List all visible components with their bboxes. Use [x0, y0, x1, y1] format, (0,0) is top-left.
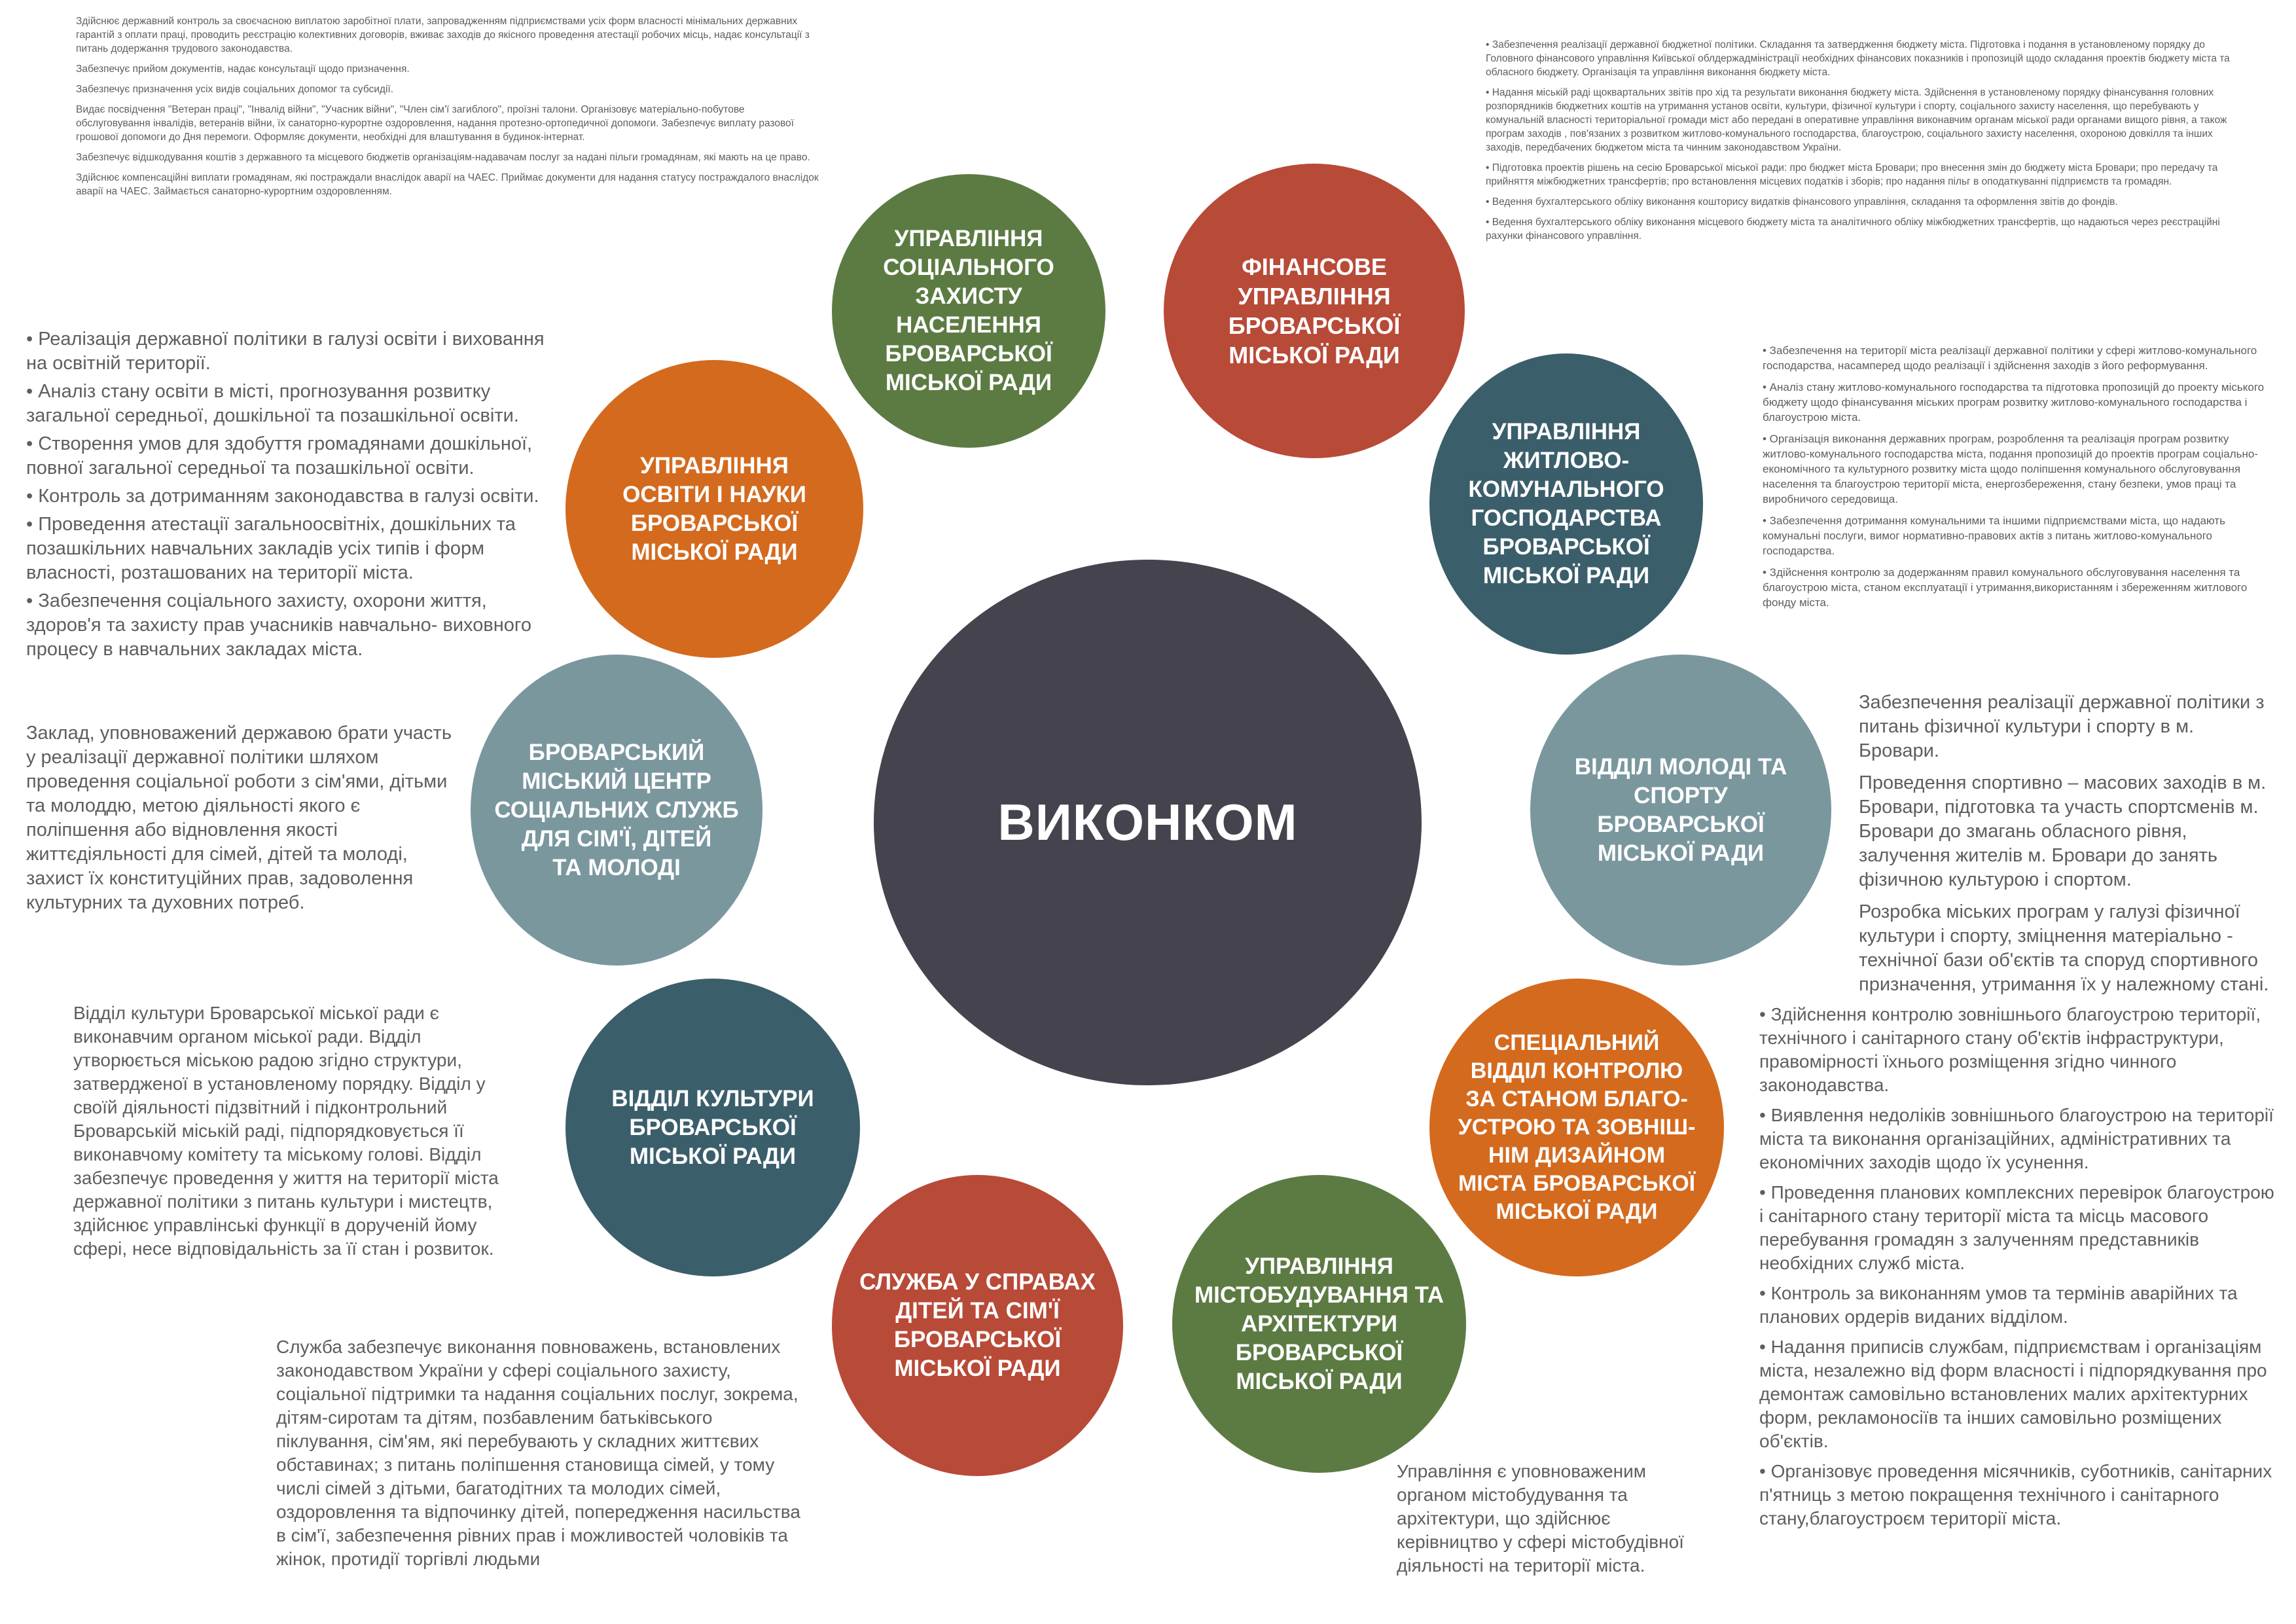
desc-social-services-center — [26, 721, 452, 927]
dept-title-youth-sport: ВІДДІЛ МОЛОДІ ТА СПОРТУ БРОВАРСЬКОЇ МІСЬКОЇ РАДИ — [1574, 753, 1787, 866]
desc-paragraph: Видає посвідчення "Ветеран праці", "Інвалід війни", "Учасник війни", "Член сім'ї загиблого", проїзні талони. Організовує матеріально-побутове обслуговування інвалідів, ветеранів війни, їх санаторно-курортне оздоровлення, надання протезно-ортопедичної допомоги. Забезпечує виплату разової грошової допомоги до Дня перемоги. Оформляє документи, необхідні для влаштування в будинок-інтернат. — [76, 104, 794, 143]
desc-bullet: • Забезпечення на території міста реалізації державної політики у сфері житлово-комунального господарства, насамперед щодо реалізації і здійснення заходів з його реформування. — [1763, 344, 2257, 372]
desc-bullet: • Ведення бухгалтерського обліку виконання місцевого бюджету міста та аналітичного обліку міжбюджетних трансфертів, що надаються через реєстраційні рахунки фінансового управління. — [1486, 217, 2220, 242]
desc-education — [26, 327, 550, 666]
dept-circle-culture — [565, 979, 860, 1276]
desc-paragraph: Відділ культури Броварської міської ради є виконавчим органом міської ради. Відділ утворюється міською радою згідно структури, затвердженої в установленому порядку. Відділ у своїй діяльності підзвітний і підконтрольний Броварській міській раді, підпорядковується її виконавчому комітету та міському голові. Відділ забезпечує проведення у життя на території міста державної політики з питань культури і мистецтв, здійснює управлінські функції в дорученій йому сфері, несе відповідальність за її стан і розвиток. — [73, 1003, 499, 1259]
dept-circle-education — [565, 360, 863, 658]
desc-bullet: • Аналіз стану освіти в місті, прогнозування розвитку загальної середньої, дошкільної та позашкільної освіти. — [26, 381, 519, 426]
desc-bullet: • Здійснення контролю за додержанням правил комунального обслуговування населення та благоустрою міста, станом експлуатації і утримання,використанням і збереженням житлового фонду міста. — [1763, 566, 2248, 609]
desc-paragraph: Забезпечує прийом документів, надає консультації щодо призначення. — [76, 63, 410, 75]
desc-bullet: • Реалізація державної політики в галузі освіти і виховання на освітній території. — [26, 329, 545, 374]
desc-control — [1759, 1003, 2276, 1537]
desc-bullet: • Виявлення недоліків зовнішнього благоустрою на території міста та виконання організаційних, адміністративних та економічних заходів щодо їх усунення. — [1759, 1105, 2274, 1172]
dept-title-control: СПЕЦІАЛЬНИЙ ВІДДІЛ КОНТРОЛЮ ЗА СТАНОМ БЛАГО- УСТРОЮ ТА ЗОВНІШ- НІМ ДИЗАЙНОМ МІСТА БРОВАРСЬКОЇ МІСЬКОЇ РАДИ — [1458, 1030, 1696, 1224]
desc-housing — [1763, 343, 2267, 617]
desc-paragraph: Заклад, уповноважений державою брати участь у реалізації державної політики шляхом проведення соціальної роботи з сім'ями, дітьми та молоддю, метою діяльності якого є поліпшення або відновлення якості життєдіяльності для сімей, дітей та молоді, захист їх конституційних прав, задоволення культурних та духовних потреб. — [26, 723, 452, 913]
desc-paragraph: Управління є уповноваженим органом містобудування та архітектури, що здійснює керівництво у сфері містобудівної діяльності на території міста. — [1397, 1461, 1684, 1576]
desc-bullet: • Проведення атестації загальноосвітніх, дошкільних та позашкільних навчальних закладів усіх типів і форм власності, розташованих на території міста. — [26, 514, 516, 583]
desc-bullet: • Надання міській раді щоквартальних звітів про хід та результати виконання бюджету міста. Здійснення в установленому порядку фінансування головних розпорядників бюджетних коштів на утримання установ освіти, культури, фізичної культури і спорту, соціального захисту населення, що перебувають у комунальній власності територіальної громади міст або передані в оперативне управління виконавчим органам міської ради органами вищого рівня, а також програм заходів , пов'язаних з розвитком житлово-комунального господарства, благоустрою, соціального захисту населення, охороною довкілля та інших заходів, передбачених бюджетом міста та чинним законодавством України. — [1486, 87, 2227, 153]
desc-bullet: • Підготовка проектів рішень на сесію Броварської міської ради: про бюджет міста Бровари; про внесення змін до бюджету міста Бровари; про передачу та прийняття міжбюджетних трансфертів; про встановлення місцевих податків і зборів; про надання пільг в оподаткуванні підприємств та громадян. — [1486, 162, 2218, 187]
desc-bullet: • Контроль за дотриманням законодавства в галузі освіти. — [26, 486, 539, 507]
dept-title-children-family: СЛУЖБА У СПРАВАХ ДІТЕЙ ТА СІМ'Ї БРОВАРСЬКОЇ МІСЬКОЇ РАДИ — [859, 1269, 1096, 1381]
dept-title-finance: ФІНАНСОВЕ УПРАВЛІННЯ БРОВАРСЬКОЇ МІСЬКОЇ РАДИ — [1228, 253, 1401, 369]
dept-circle-control — [1429, 979, 1724, 1276]
dept-title-housing: УПРАВЛІННЯ ЖИТЛОВО- КОМУНАЛЬНОГО ГОСПОДАРСТВА БРОВАРСЬКОЇ МІСЬКОЇ РАДИ — [1468, 419, 1664, 588]
desc-youth-sport — [1859, 691, 2278, 1009]
dept-circle-children-family — [832, 1175, 1123, 1476]
desc-paragraph: Проведення спортивно – масових заходів в м. Бровари, підготовка та участь спортсменів м. Бровари до змагань обласного рівня, залучення жителів м. Бровари до занять фізичною культурою і спортом. — [1859, 772, 2267, 890]
dept-title-social-protection: УПРАВЛІННЯ СОЦІАЛЬНОГО ЗАХИСТУ НАСЕЛЕННЯ БРОВАРСЬКОЇ МІСЬКОЇ РАДИ — [883, 226, 1054, 395]
dept-circle-urban-planning — [1172, 1175, 1466, 1473]
center-title: ВИКОНКОМ — [997, 793, 1298, 851]
desc-bullet: • Контроль за виконанням умов та термінів аварійних та планових ордерів виданих відділом. — [1759, 1283, 2238, 1327]
desc-paragraph: Служба забезпечує виконання повноважень, встановлених законодавством України у сфері соціального захисту, соціальної підтримки та надання соціальних послуг, зокрема, дітям-сиротам та дітям, позбавленим батьківського піклування, сім'ям, які перебувають у складних життєвих обставинах; з питань поліпшення становища сімей, у тому числі сімей з дітьми, багатодітних та молодих сімей, оздоровлення та відпочинку дітей, попередження насильства в сім'ї, забезпечення рівних прав і можливостей чоловіків та жінок, протидії торгівлі людьми — [276, 1337, 800, 1569]
desc-paragraph: Забезпечення реалізації державної політики з питань фізичної культури і спорту в м. Бровари. — [1859, 692, 2265, 761]
desc-bullet: • Проведення планових комплексних перевірок благоустрою і санітарного стану території міста та місць масового перебування громадян з залученням представників необхідних служб міста. — [1759, 1182, 2274, 1273]
dept-circle-social-services-center — [471, 655, 762, 965]
dept-title-culture: ВІДДІЛ КУЛЬТУРИ БРОВАРСЬКОЇ МІСЬКОЇ РАДИ — [611, 1085, 814, 1169]
center-circle-vykonkom — [874, 560, 1422, 1085]
dept-circle-housing — [1429, 353, 1703, 655]
dept-circle-youth-sport — [1530, 655, 1831, 965]
desc-paragraph: Забезпечує відшкодування коштів з державного та місцевого бюджетів організаціям-надавачам послуг за надані пільги громадянам, які мають на це право. — [76, 152, 810, 163]
desc-paragraph: Забезпечує призначення усіх видів соціальних допомог та субсидії. — [76, 84, 394, 95]
desc-paragraph: Розробка міських програм у галузі фізичної культури і спорту, зміцнення матеріально - технічної бази об'єктів та споруд спортивного призначення, утримання їх у належному стані. — [1859, 901, 2269, 995]
desc-paragraph: Здійснює державний контроль за своєчасною виплатою заробітної плати, запровадженням підприємствами усіх форм власності мінімальних державних гарантій з оплати праці, проводить реєстрацію колективних договорів, вживає заходів до якісного проведення атестації робочих місць, надає консультації з питань додержання трудового законодавства. — [76, 16, 810, 54]
dept-circle-finance — [1164, 164, 1465, 458]
desc-social-protection — [76, 14, 819, 205]
desc-urban-planning — [1397, 1460, 1704, 1589]
desc-bullet: • Забезпечення реалізації державної бюджетної політики. Складання та затвердження бюджету міста. Підготовка і подання в установленому порядку до Головного фінансового управління Київської облдержадміністрації необхідних фінансових показників і пропозицій щодо складання проектів бюджету міста та обласного бюджету. Організація та управління виконання бюджету міста. — [1486, 39, 2230, 78]
desc-bullet: • Забезпечення соціального захисту, охорони життя, здоров'я та захисту прав учасників навчально- виховного процесу в навчальних закладах міста. — [26, 590, 531, 660]
desc-paragraph: Здійснює компенсаційні виплати громадянам, які постраждали внаслідок аварії на ЧАЕС. Приймає документи для надання статусу постраждалого внаслідок аварії на ЧАЕС. Займається санаторно-курортним оздоровленням. — [76, 172, 819, 197]
desc-bullet: • Здійснення контролю зовнішнього благоустрою території, технічного і санітарного стану об'єктів інфраструктури, правомірності їхнього розміщення згідно чинного законодавства. — [1759, 1004, 2261, 1095]
desc-bullet: • Надання приписів службам, підприємствам і організаціям міста, незалежно від форм власності і підпорядкування про демонтаж самовільно встановлених малих архітектурних форм, рекламоносіїв та інших самовільно розміщених об'єктів. — [1759, 1337, 2267, 1451]
dept-title-education: УПРАВЛІННЯ ОСВІТИ І НАУКИ БРОВАРСЬКОЇ МІСЬКОЇ РАДИ — [622, 452, 806, 565]
desc-bullet: • Аналіз стану житлово-комунального господарства та підготовка пропозицій до проекту міського бюджету щодо фінансування міських програм розвитку житлово-комунального господарства і благоустрою міста. — [1763, 381, 2265, 424]
desc-culture — [73, 1001, 525, 1272]
dept-title-urban-planning: УПРАВЛІННЯ МІСТОБУДУВАННЯ ТА АРХІТЕКТУРИ БРОВАРСЬКОЇ МІСЬКОЇ РАДИ — [1194, 1253, 1444, 1394]
desc-children-family — [276, 1335, 813, 1583]
desc-bullet: • Ведення бухгалтерського обліку виконання кошторису видатків фінансового управління, складання та оформлення звітів до фондів. — [1486, 196, 2118, 208]
desc-bullet: • Створення умов для здобуття громадянами дошкільної, повної загальної середньої та позашкільної освіти. — [26, 433, 533, 478]
dept-circle-social-protection — [832, 174, 1105, 448]
desc-bullet: • Організація виконання державних програм, розроблення та реалізація програм розвитку житлово-комунального господарства міста, подання пропозицій до проектів програм соціально-економічного та культурного розвитку міста щодо поліпшення комунального обслуговування населення та благоустрою території міста, енергозбереження, стану безпеки, умов праці та виробничого середовища. — [1763, 433, 2259, 505]
dept-title-social-services-center: БРОВАРСЬКИЙ МІСЬКИЙ ЦЕНТР СОЦІАЛЬНИХ СЛУЖБ ДЛЯ СІМ'Ї, ДІТЕЙ ТА МОЛОДІ — [494, 739, 739, 880]
desc-finance — [1486, 38, 2238, 249]
desc-bullet: • Організовує проведення місячників, суботників, санітарних п'ятниць з метою покращення технічного і санітарного стану,благоустроєм території міста. — [1759, 1461, 2272, 1528]
desc-bullet: • Забезпечення дотримання комунальними та іншими підприємствами міста, що надають комунальні послуги, вимог нормативно-правових актів з питань житлово-комунального господарства. — [1763, 514, 2225, 557]
